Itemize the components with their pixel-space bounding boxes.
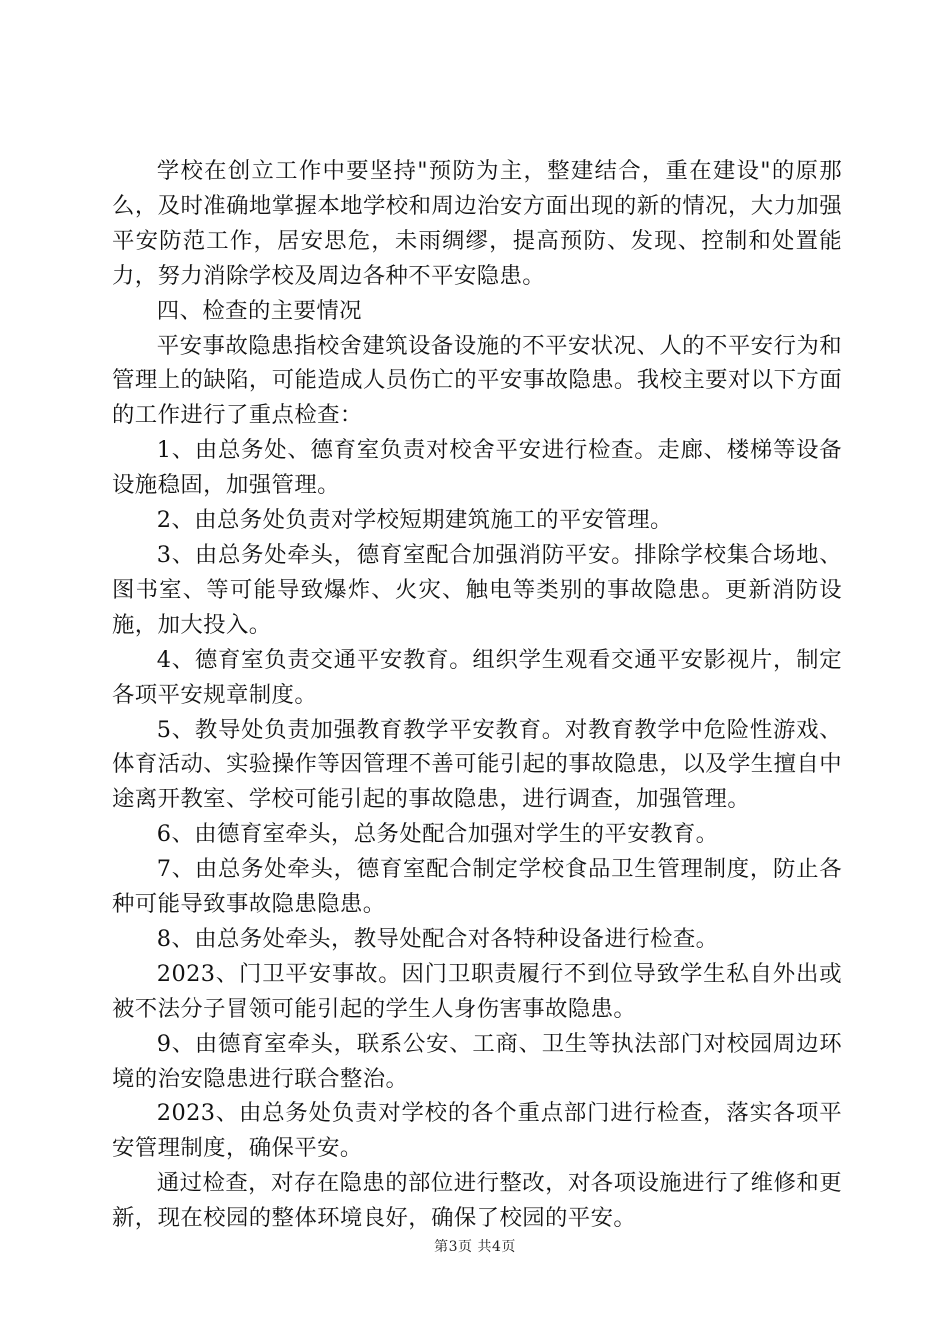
- list-item: 1、由总务处、德育室负责对校舍平安进行检查。走廊、楼梯等设备设施稳固，加强管理。: [112, 437, 842, 499]
- list-item: 2、由总务处负责对学校短期建筑施工的平安管理。: [156, 507, 673, 534]
- list-item: 2023、门卫平安事故。因门卫职责履行不到位导致学生私自外出或被不法分子冒领可能引起的学生人身伤害事故隐患。: [112, 960, 842, 1022]
- list-item: 7、由总务处牵头，德育室配合制定学校食品卫生管理制度，防止各种可能导致事故隐患隐患。: [112, 856, 842, 918]
- page-number-footer: 第3页 共4页: [434, 1239, 516, 1255]
- section-heading-inspection: 四、检查的主要情况: [156, 297, 362, 324]
- paragraph-conclusion: 通过检查，对存在隐患的部位进行整改，对各项设施进行了维修和更新，现在校园的整体环境良好，确保了校园的平安。: [112, 1170, 842, 1232]
- list-item: 2023、由总务处负责对学校的各个重点部门进行检查，落实各项平安管理制度，确保平安。: [112, 1100, 842, 1162]
- list-item: 8、由总务处牵头，教导处配合对各特种设备进行检查。: [156, 925, 719, 952]
- paragraph-hazard-definition: 平安事故隐患指校舍建筑设备设施的不平安状况、人的不平安行为和管理上的缺陷，可能造成人员伤亡的平安事故隐患。我校主要对以下方面的工作进行了重点检查：: [112, 332, 842, 429]
- list-item: 4、德育室负责交通平安教育。组织学生观看交通平安影视片，制定各项平安规章制度。: [112, 646, 842, 708]
- document-body: [112, 154, 842, 1236]
- paragraph-principle: 学校在创立工作中要坚持"预防为主，整建结合，重在建设"的原那么，及时准确地掌握本地学校和周边治安方面出现的新的情况，大力加强平安防范工作，居安思危，未雨绸缪，提高预防、发现、控制和处置能力，努力消除学校及周边各种不平安隐患。: [112, 158, 842, 289]
- list-item: 6、由德育室牵头，总务处配合加强对学生的平安教育。: [156, 821, 719, 848]
- list-item: 9、由德育室牵头，联系公安、工商、卫生等执法部门对校园周边环境的治安隐患进行联合整治。: [112, 1030, 842, 1092]
- list-item: 3、由总务处牵头，德育室配合加强消防平安。排除学校集合场地、图书室、等可能导致爆炸、火灾、触电等类别的事故隐患。更新消防设施，加大投入。: [112, 541, 842, 638]
- list-item: 5、教导处负责加强教育教学平安教育。对教育教学中危险性游戏、体育活动、实验操作等因管理不善可能引起的事故隐患，以及学生擅自中途离开教室、学校可能引起的事故隐患，进行调查，加强管理。: [112, 716, 842, 813]
